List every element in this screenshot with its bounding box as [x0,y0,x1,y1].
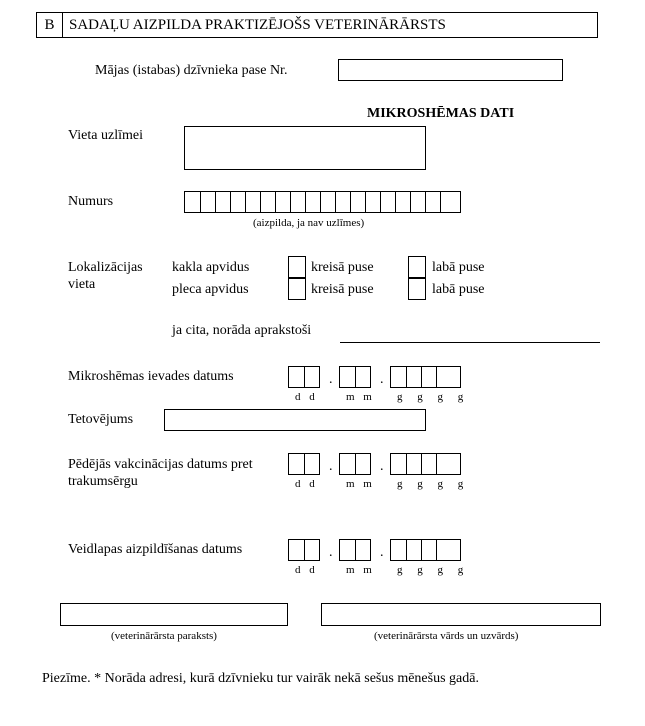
fill-date-day[interactable] [288,539,320,561]
vet-name-caption: (veterinārārsta vārds un uzvārds) [374,630,519,642]
fill-date-dd: d d [295,564,318,576]
fill-date-sep-1: . [329,545,333,560]
chip-date-day[interactable] [288,366,320,388]
neck-left-checkbox[interactable] [288,256,306,278]
shoulder-right-label: labā puse [432,282,485,297]
neck-label: kakla apvidus [172,260,250,275]
tattoo-label: Tetovējums [68,412,134,427]
tattoo-field[interactable] [164,409,426,431]
microchip-heading: MIKROSHĒMAS DATI [367,106,515,121]
section-title: SADAĻU AIZPILDA PRAKTIZĒJOŠS VETERINĀRĀRSTS [69,17,446,33]
localization-label-1: Lokalizācijas [68,260,143,275]
fill-date-year[interactable] [390,539,461,561]
section-header [36,12,598,38]
signature-caption: (veterinārārsta paraksts) [111,630,217,642]
fill-date-mm: m m [346,564,375,576]
number-label: Numurs [68,194,114,209]
localization-label-2: vieta [68,277,96,292]
vacc-date-month[interactable] [339,453,371,475]
vacc-date-day[interactable] [288,453,320,475]
vacc-date-year[interactable] [390,453,461,475]
fill-date-yyyy: g g g g [397,564,470,576]
shoulder-left-checkbox[interactable] [288,278,306,300]
neck-right-checkbox[interactable] [408,256,426,278]
passport-field[interactable] [338,59,563,81]
vacc-date-sep-1: . [329,459,333,474]
location-label: Vieta uzlīmei [68,128,143,143]
fill-date-sep-2: . [380,545,384,560]
chip-date-dd: d d [295,391,318,403]
vacc-date-sep-2: . [380,459,384,474]
neck-left-label: kreisā puse [311,260,374,275]
chip-date-mm: m m [346,391,375,403]
shoulder-label: pleca apvidus [172,282,249,297]
sticker-area[interactable] [184,126,426,170]
signature-field[interactable] [60,603,288,626]
chip-date-month[interactable] [339,366,371,388]
other-location-label: ja cita, norāda aprakstoši [172,323,312,338]
neck-right-label: labā puse [432,260,485,275]
footnote: Piezīme. * Norāda adresi, kurā dzīvnieku tur vairāk nekā sešus mēnešus gadā. [42,671,479,686]
shoulder-right-checkbox[interactable] [408,278,426,300]
vaccination-label-2: trakumsērgu [68,474,138,489]
chip-date-year[interactable] [390,366,461,388]
chip-date-yyyy: g g g g [397,391,470,403]
number-cells[interactable] [184,191,461,213]
number-note: (aizpilda, ja nav uzlīmes) [253,217,365,229]
vacc-date-dd: d d [295,478,318,490]
other-location-line[interactable] [340,342,600,343]
vacc-date-mm: m m [346,478,375,490]
vaccination-label-1: Pēdējās vakcinācijas datums pret [68,457,253,472]
chip-date-sep-1: . [329,372,333,387]
vet-name-field[interactable] [321,603,601,626]
section-letter: B [37,13,63,37]
vacc-date-yyyy: g g g g [397,478,470,490]
chip-date-label: Mikroshēmas ievades datums [68,369,234,384]
passport-label: Mājas (istabas) dzīvnieka pase Nr. [95,63,288,78]
fill-date-label: Veidlapas aizpildīšanas datums [68,542,243,557]
shoulder-left-label: kreisā puse [311,282,374,297]
fill-date-month[interactable] [339,539,371,561]
chip-date-sep-2: . [380,372,384,387]
